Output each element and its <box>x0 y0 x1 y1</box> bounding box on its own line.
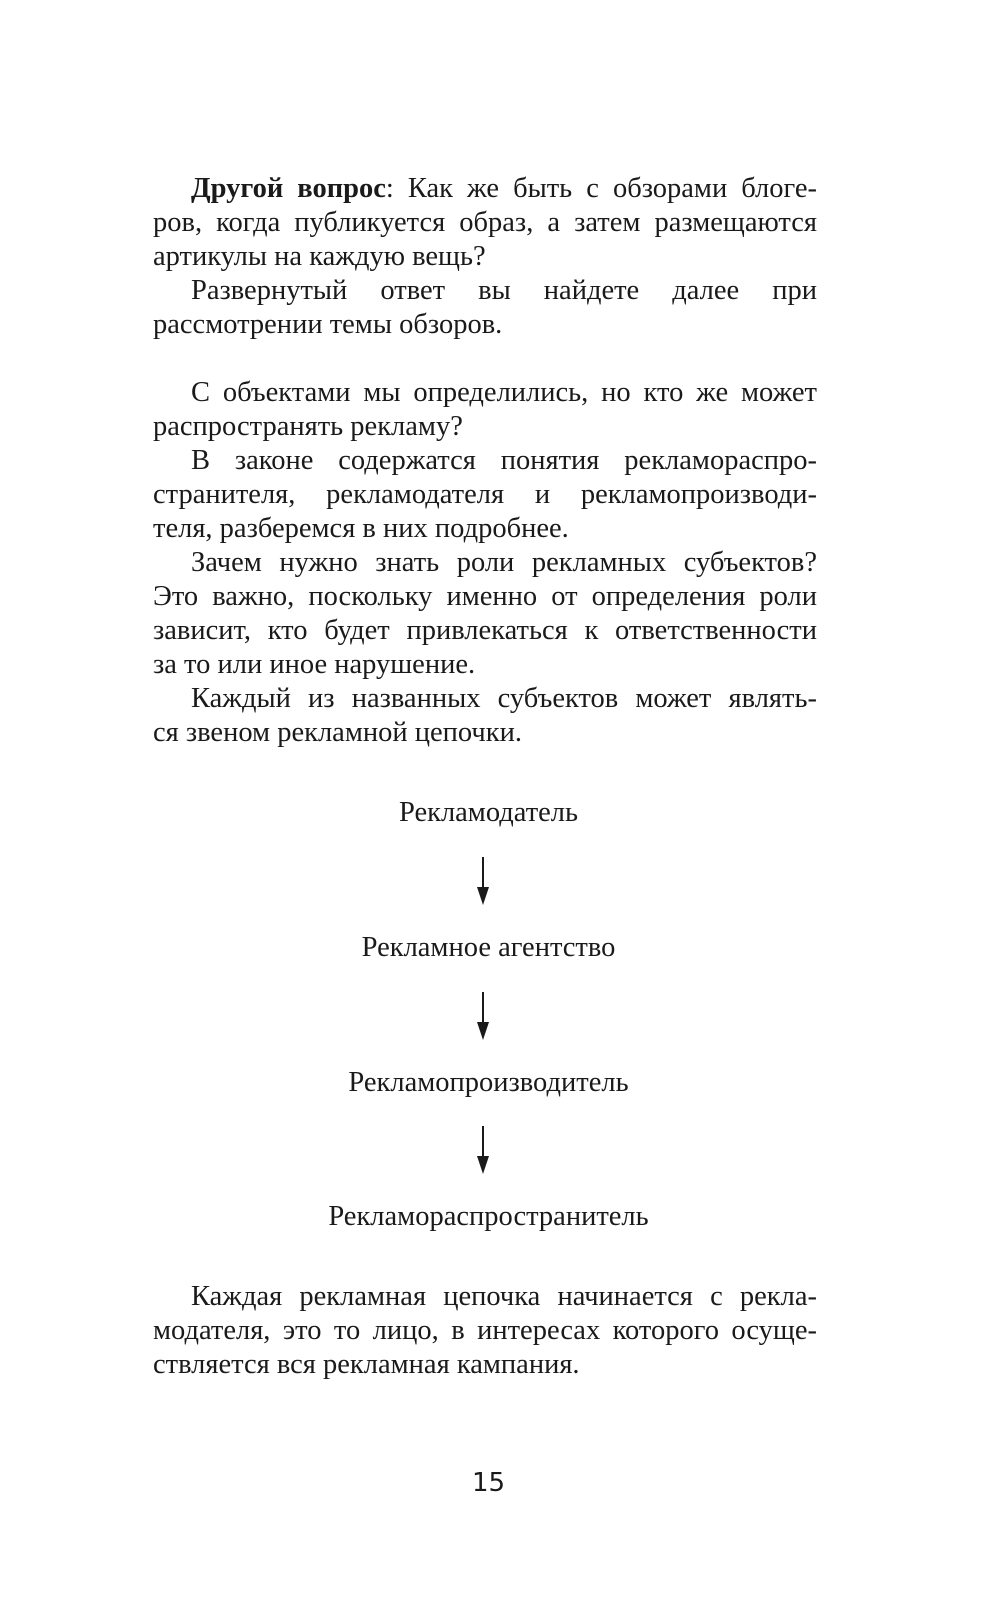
paragraph-1-line-2: ров, когда публикуется образ, а затем размещаются <box>153 207 817 238</box>
paragraph-3-line-2: распространять рекламу? <box>153 411 463 442</box>
bold-lead: Другой вопрос <box>191 173 386 204</box>
paragraph-4-line-2: странителя, рекламодателя и рекламопроизводи- <box>153 479 817 510</box>
paragraph-6-line-1: Каждый из названных субъектов может являть- <box>191 683 817 714</box>
paragraph-1-line-1-text: : Как же быть с обзорами блоге- <box>385 173 817 204</box>
chain-node-advertiser: Рекламодатель <box>398 797 579 828</box>
paragraph-4-line-3: теля, разберемся в них подробнее. <box>153 513 569 544</box>
paragraph-4-line-1: В законе содержатся понятия рекламораспро- <box>191 445 817 476</box>
paragraph-7-line-2: модателя, это то лицо, в интересах которого осуще- <box>153 1315 817 1346</box>
paragraph-2-line-2: рассмотрении темы обзоров. <box>153 309 503 340</box>
paragraph-1-line-1 <box>191 172 817 206</box>
paragraph-5-line-2: Это важно, поскольку именно от определения роли <box>153 581 817 612</box>
paragraph-5-line-1: Зачем нужно знать роли рекламных субъектов? <box>191 547 817 578</box>
paragraph-6-line-2: ся звеном рекламной цепочки. <box>153 717 522 748</box>
page-number: 15 <box>471 1468 506 1498</box>
paragraph-5-line-3: зависит, кто будет привлекаться к ответственности <box>153 615 817 646</box>
paragraph-3-line-1: С объектами мы определились, но кто же может <box>191 377 817 408</box>
chain-node-distributor: Рекламораспространитель <box>328 1201 649 1232</box>
paragraph-7-line-3: ствляется вся рекламная кампания. <box>153 1349 580 1380</box>
chain-node-agency: Рекламное агентство <box>361 932 616 963</box>
paragraph-1-line-3: артикулы на каждую вещь? <box>153 241 486 272</box>
down-arrow-icon <box>477 1126 489 1174</box>
chain-node-producer: Рекламопроизводитель <box>348 1067 629 1098</box>
paragraph-7-line-1: Каждая рекламная цепочка начинается с рекла- <box>191 1281 817 1312</box>
down-arrow-icon <box>477 857 489 905</box>
down-arrow-icon <box>477 992 489 1040</box>
paragraph-5-line-4: за то или иное нарушение. <box>153 649 476 680</box>
paragraph-2-line-1: Развернутый ответ вы найдете далее при <box>191 275 817 306</box>
